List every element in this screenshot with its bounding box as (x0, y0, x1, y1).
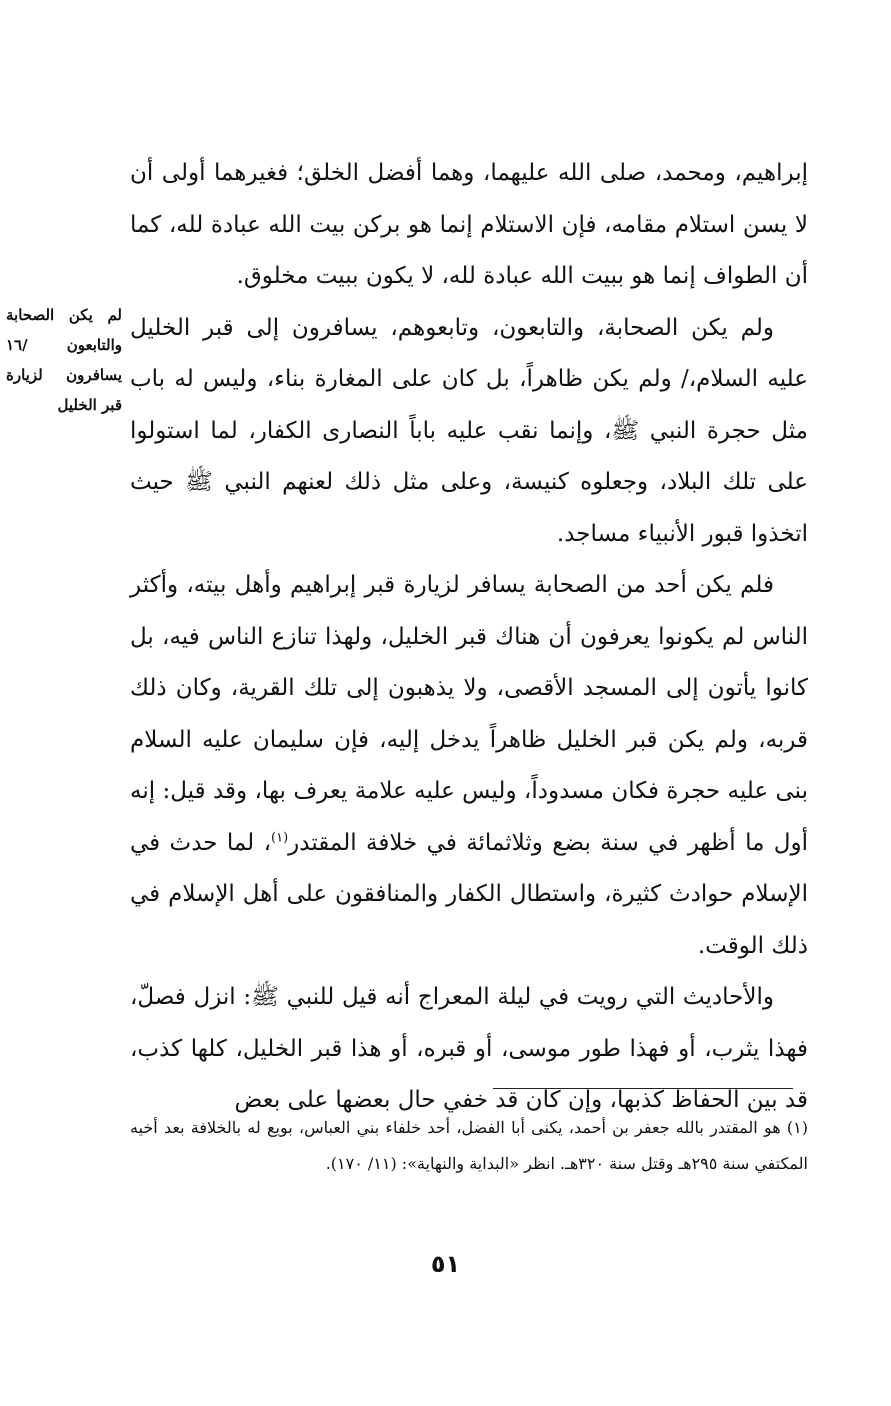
footnote-marker[interactable]: (١) (271, 829, 289, 845)
paragraph-4: والأحاديث التي رويت في ليلة المعراج أنه قيل للنبي ﷺ: انزل فصلّ، فهذا يثرب، أو فهذا طور موسى، أو قبره، أو هذا قبر الخليل، كلها كذب، قد بين الحفاظ كذبها، وإن كان قد خفي حال بعضها على بعض (130, 984, 808, 1113)
paragraph-3-part-1: فلم يكن أحد من الصحابة يسافر لزيارة قبر إبراهيم وأهل بيته، وأكثر الناس لم يكونوا يعرفون أن هناك قبر الخليل، ولهذا تنازع الناس فيه، بل كانوا يأتون إلى المسجد الأقصى، ولا يذهبون إلى تلك القرية، وكان ذلك قربه، ولم يكن قبر الخليل ظاهراً يدخل إليه، فإن سليمان عليه السلام بنى عليه حجرة فكان مسدوداً، وليس عليه علامة يعرف بها، وقد قيل: إنه أول ما أظهر في سنة بضع وثلاثمائة في خلافة المقتدر (130, 572, 809, 856)
footnote-divider (493, 1088, 793, 1089)
footnote-1: (١) هو المقتدر بالله جعفر بن أحمد، يكنى أبا الفضل، أحد خلفاء بني العباس، بويع له بالخلافة بعد أخيه المكتفي سنة ٢٩٥هـ وقتل سنة ٣٢٠هـ. انظر «البداية والنهاية»: (١١/ ١٧٠). (130, 1118, 808, 1173)
paragraph-2: ولم يكن الصحابة، والتابعون، وتابعوهم، يسافرون إلى قبر الخليل عليه السلام،/ ولم يكن ظاهراً، بل كان على المغارة بناء، وليس له باب مثل حجرة النبي ﷺ، وإنما نقب عليه باباً النصارى الكفار، لما استولوا على تلك البلاد، وجعلوه كنيسة، وعلى مثل ذلك لعنهم النبي ﷺ حيث اتخذوا قبور الأنبياء مساجد. (130, 314, 808, 547)
footnotes-block (130, 1110, 808, 1182)
main-text-block (130, 148, 808, 1127)
page-number: ٥١ (430, 1250, 461, 1278)
margin-note: لم يكن الصحابة والتابعون /١٦ يسافرون لزيارة قبر الخليل (6, 306, 122, 414)
paragraph-3-part-2: ، لما حدث في الإسلام حوادث كثيرة، واستطال الكفار والمنافقون على أهل الإسلام في ذلك الوقت. (130, 829, 808, 959)
paragraph-1: إبراهيم، ومحمد، صلى الله عليهما، وهما أفضل الخلق؛ فغيرهما أولى أن لا يسن استلام مقامه، فإن الاستلام إنما هو بركن بيت الله عبادة لله، كما أن الطواف إنما هو ببيت الله عبادة لله، لا يكون ببيت مخلوق. (130, 160, 808, 289)
paragraph-3 (130, 560, 808, 972)
